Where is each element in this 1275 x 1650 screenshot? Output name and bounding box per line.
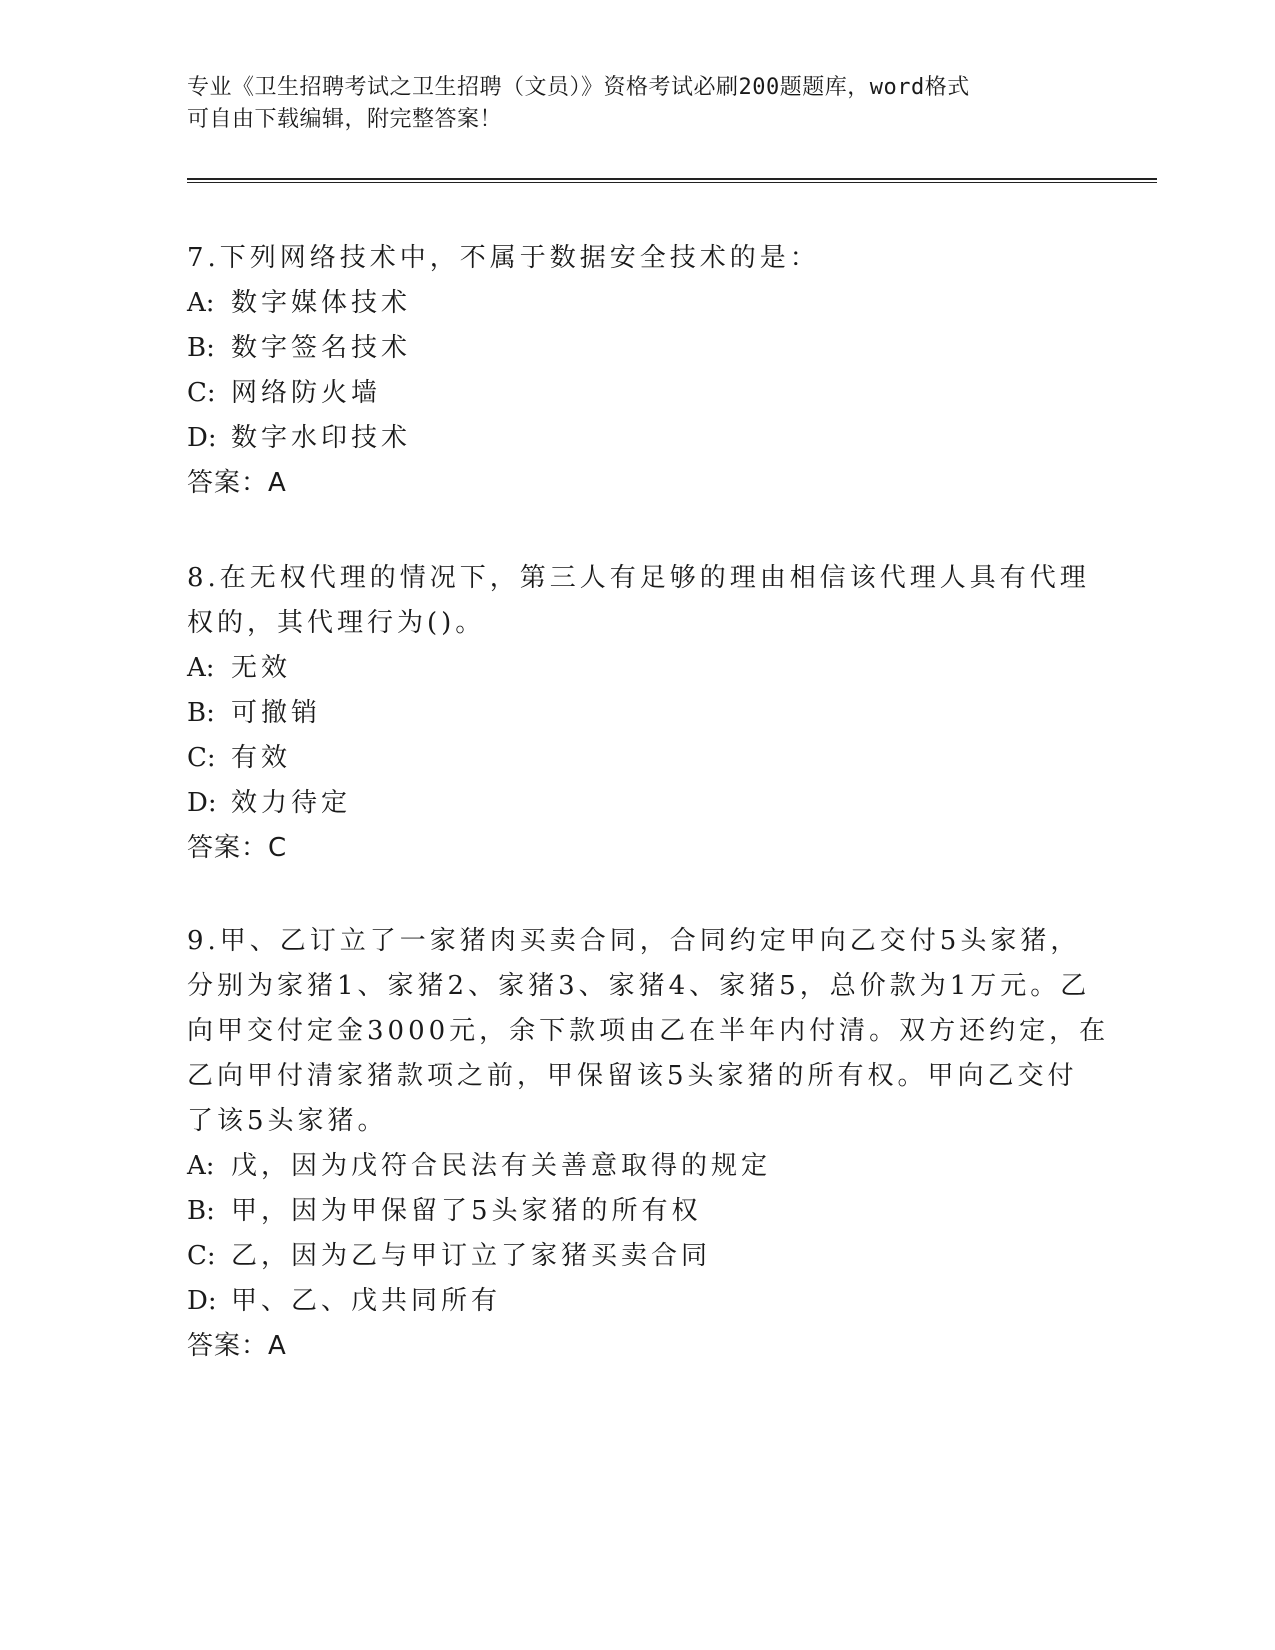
option-text: 效力待定 — [231, 788, 352, 818]
answer-line: 答案：C — [187, 833, 288, 863]
option-c — [187, 1234, 1087, 1279]
question-stem-line: 权的，其代理行为()。 — [187, 608, 486, 638]
option-key: D: — [187, 788, 217, 818]
option-key: C: — [187, 1241, 216, 1271]
option-key: C: — [187, 378, 216, 408]
option-text: 网络防火墙 — [231, 378, 382, 408]
option-key: B: — [187, 1196, 215, 1226]
option-key: B: — [187, 698, 215, 728]
option-d — [187, 1279, 1087, 1324]
question-stem — [187, 556, 1090, 646]
question-stem-line: 乙向甲付清家猪款项之前，甲保留该5头家猪的所有权。甲向乙交付 — [187, 1061, 1078, 1091]
question-stem-line: 7.下列网络技术中，不属于数据安全技术的是： — [187, 243, 820, 273]
option-text: 可撤销 — [231, 698, 322, 728]
answer-line: 答案：A — [187, 1331, 287, 1361]
header-divider-thin — [187, 182, 1157, 183]
question-stem — [187, 919, 1110, 1144]
header-line-2: 可自由下载编辑，附完整答案！ — [187, 107, 503, 132]
option-b — [187, 1189, 1087, 1234]
question-stem-line: 9.甲、乙订立了一家猪肉买卖合同，合同约定甲向乙交付5头家猪， — [187, 926, 1081, 956]
option-key: A: — [187, 1151, 215, 1181]
option-text: 数字签名技术 — [231, 333, 412, 363]
option-text: 数字水印技术 — [231, 423, 412, 453]
option-key: A: — [187, 288, 215, 318]
option-b — [187, 326, 1087, 371]
question-stem-line: 向甲交付定金3000元，余下款项由乙在半年内付清。双方还约定，在 — [187, 1016, 1110, 1046]
option-text: 乙，因为乙与甲订立了家猪买卖合同 — [231, 1241, 712, 1271]
option-c — [187, 736, 1087, 781]
option-key: C: — [187, 743, 216, 773]
question-stem-line: 分别为家猪1、家猪2、家猪3、家猪4、家猪5，总价款为1万元。乙 — [187, 971, 1091, 1001]
option-text: 甲、乙、戊共同所有 — [231, 1286, 502, 1316]
option-key: D: — [187, 1286, 217, 1316]
question-7 — [187, 236, 1087, 506]
option-c — [187, 371, 1087, 416]
option-text: 无效 — [231, 653, 292, 683]
option-text: 数字媒体技术 — [231, 288, 412, 318]
question-stem-line: 8.在无权代理的情况下，第三人有足够的理由相信该代理人具有代理 — [187, 563, 1090, 593]
answer-line: 答案：A — [187, 468, 287, 498]
option-a — [187, 1144, 1087, 1189]
header-line-1: 专业《卫生招聘考试之卫生招聘（文员）》资格考试必刷200题题库，word格式 — [187, 75, 970, 100]
question-8 — [187, 556, 1090, 871]
option-a — [187, 281, 1087, 326]
option-text: 戊，因为戊符合民法有关善意取得的规定 — [231, 1151, 772, 1181]
option-d — [187, 416, 1087, 461]
option-a — [187, 646, 1087, 691]
option-key: B: — [187, 333, 215, 363]
option-text: 有效 — [231, 743, 292, 773]
option-text: 甲，因为甲保留了5头家猪的所有权 — [231, 1196, 702, 1226]
question-stem-line: 了该5头家猪。 — [187, 1106, 388, 1136]
document-header — [187, 72, 1087, 136]
option-b — [187, 691, 1087, 736]
option-d — [187, 781, 1087, 826]
option-key: A: — [187, 653, 215, 683]
header-divider-thick — [187, 178, 1157, 180]
question-stem — [187, 236, 1087, 281]
question-9 — [187, 919, 1110, 1369]
option-key: D: — [187, 423, 217, 453]
